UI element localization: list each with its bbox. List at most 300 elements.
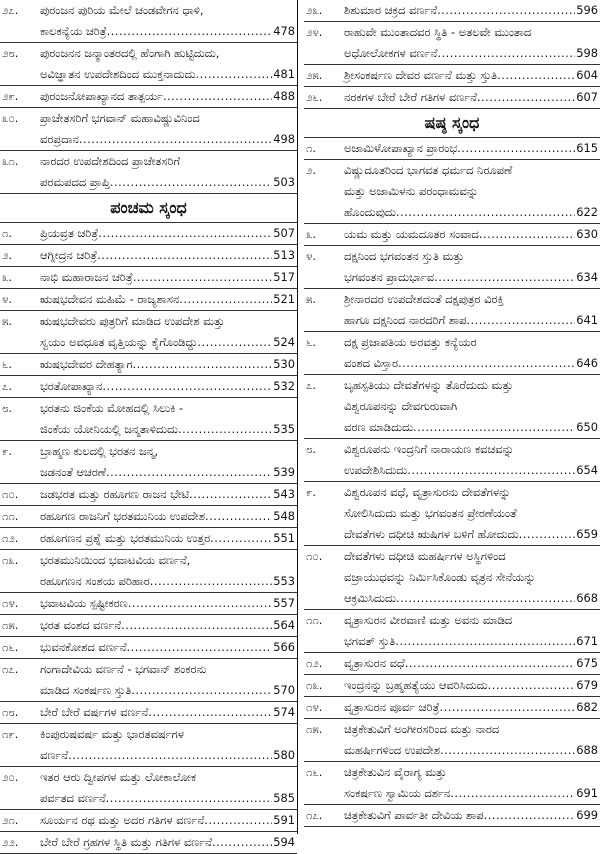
right-top-entries	[304, 0, 600, 109]
page-number: 503	[273, 175, 295, 189]
chapter-title: ವಿಷ್ಣುದೂತರಿಂದ ಭಾಗವತ ಧರ್ಮದ ನಿರೂಪಣೆ	[344, 163, 513, 177]
toc-entry	[0, 767, 297, 810]
chapter-number: ೬.	[306, 335, 316, 349]
toc-entry	[0, 398, 297, 441]
page-number: 524	[273, 335, 295, 349]
dot-leader	[106, 462, 272, 483]
page-number: 596	[576, 3, 598, 17]
toc-line	[306, 138, 598, 159]
section-title-shashtha: ಷಷ್ಠ ಸ್ಕಂಧ	[304, 109, 600, 138]
chapter-title: ವರ್ಣನೆ	[40, 748, 69, 762]
page-number: 507	[273, 226, 295, 240]
chapter-title: ಸಂಕರ್ಷಣ ಸ್ವಾಮಿಯ ದರ್ಶನ	[344, 786, 451, 800]
chapter-number: ೫.	[306, 292, 316, 306]
toc-line	[2, 354, 295, 375]
toc-line	[2, 484, 295, 505]
dot-leader	[205, 506, 272, 527]
chapter-title: ಗಂಗಾದೇವಿಯ ವರ್ಣನೆ - ಭಗವಾನ್ ಶಂಕರನು	[40, 662, 207, 676]
chapter-number: ೧೩.	[306, 678, 323, 692]
dot-leader	[439, 697, 575, 718]
page-number: 517	[273, 270, 295, 284]
chapter-title: ಭವಾಟವಿಯ ಸ್ಪಷ್ಟೀಕರಣ	[40, 596, 128, 610]
toc-line	[2, 419, 295, 440]
chapter-number-spacer	[306, 524, 344, 545]
toc-line	[2, 86, 295, 107]
chapter-number: ೨.	[306, 163, 316, 177]
page-number: 478	[273, 24, 295, 38]
toc-line	[2, 659, 295, 680]
chapter-number: ೧೪.	[2, 596, 19, 610]
toc-line	[306, 160, 598, 181]
chapter-number: ೨೧.	[2, 813, 19, 827]
chapter-number-spacer	[306, 43, 344, 64]
chapter-number: ೧೦.	[306, 549, 323, 563]
chapter-title: ಬೇರೆ ಬೇರೆ ಗ್ರಹಗಳ ಸ್ಥಿತಿ ಮತ್ತು ಗತಿಗಳ ವರ್ಣನೆ	[40, 835, 212, 849]
page-number: 607	[576, 90, 598, 104]
chapter-title: ವಿಶ್ವರೂಪನು ಇಂದ್ರನಿಗೆ ನಾರಾಯಣ ಕವಚವನ್ನು	[344, 442, 515, 456]
chapter-number: ೨೩.	[306, 3, 323, 17]
toc-line	[306, 588, 598, 609]
toc-line	[306, 246, 598, 267]
chapter-number: ೧.	[2, 226, 12, 240]
toc-line	[2, 680, 295, 701]
page-number: 553	[273, 574, 295, 588]
toc-line	[2, 108, 295, 129]
page-number: 585	[273, 791, 295, 805]
dot-leader	[68, 745, 272, 766]
toc-line	[2, 289, 295, 310]
chapter-title: ದೇವತೆಗಳು ದಧೀಚಿ ಮಹರ್ಷಿಗಳ ಅಸ್ಥಿಗಳಿಂದ	[344, 549, 506, 563]
chapter-title: ಸ್ವಯಂ ಅವಧೂತ ವೃತ್ತಿಯನ್ನು ಕೈಗೊಂಡಿದ್ದು	[40, 335, 198, 349]
chapter-number: ೧೫.	[2, 618, 19, 632]
toc-line	[2, 745, 295, 766]
chapter-number: ೧೮.	[2, 705, 19, 719]
page-number: 671	[576, 634, 598, 648]
toc-entry	[0, 832, 297, 854]
toc-entry	[304, 653, 600, 675]
page-number: 646	[576, 356, 598, 370]
chapter-number: ೧೬.	[306, 765, 323, 779]
chapter-title: ವರಪ್ರದಾನ	[40, 132, 79, 146]
dot-leader	[106, 788, 273, 809]
toc-line	[306, 43, 598, 64]
toc-entry	[0, 0, 297, 43]
chapter-title: ಭಗವತ್ ಸ್ತುತಿ	[344, 634, 396, 648]
chapter-number: ೨೭.	[2, 3, 19, 17]
toc-line	[306, 805, 598, 826]
toc-entry	[0, 86, 297, 108]
toc-entry	[304, 0, 600, 22]
chapter-number: ೨.	[2, 248, 12, 262]
toc-line	[2, 571, 295, 592]
dot-leader	[395, 631, 575, 652]
page-number: 513	[273, 248, 295, 262]
chapter-title: ವೃತ್ರಾಸುರನ ಪೂರ್ವ ಚರಿತ್ರೆ	[344, 700, 440, 714]
page-number: 539	[273, 465, 295, 479]
page-number: 532	[273, 379, 295, 393]
dot-leader	[97, 245, 272, 266]
toc-entry	[0, 223, 297, 245]
dot-leader	[197, 332, 272, 353]
chapter-title: ಜಡಭರತ ಮತ್ತು ರಹೂಗಣ ರಾಜನ ಭೇಟಿ	[40, 487, 190, 501]
chapter-number-spacer	[306, 267, 344, 288]
chapter-title: ಅವಿಜ್ಞಾತನ ಉಪದೇಶದಿಂದ ಮುಕ್ತನಾದುದು	[40, 67, 196, 81]
toc-entry	[0, 637, 297, 659]
chapter-title: ಆಕ್ರಮಿಸಿದುದು	[344, 591, 397, 605]
toc-entry	[304, 439, 600, 482]
toc-entry	[304, 246, 600, 289]
toc-entry	[304, 546, 600, 610]
toc-line	[306, 310, 598, 331]
chapter-title: ಶ್ರೀನಾರದರ ಉಪದೇಶದಂತೆ ದಕ್ಷಪುತ್ರರ ವಿರಕ್ತಿ	[344, 292, 504, 306]
chapter-number: ೨೫.	[306, 68, 323, 82]
dot-leader	[497, 65, 575, 86]
dot-leader	[204, 810, 272, 831]
page-number: 650	[576, 420, 598, 434]
chapter-title: ಸೂರ್ಯನ ರಥ ಮತ್ತು ಅದರ ಗತಿಗಳ ವರ್ಣನೆ	[40, 813, 205, 827]
chapter-number-spacer	[306, 503, 344, 524]
toc-entry	[304, 224, 600, 246]
page-number: 591	[273, 813, 295, 827]
dot-leader	[457, 138, 575, 159]
chapter-title: ಜಡನಂತೆ ಆಚರಣೆ	[40, 465, 107, 479]
chapter-number: ೧೧.	[306, 613, 323, 627]
page-number: 641	[576, 313, 598, 327]
toc-line	[306, 375, 598, 396]
chapter-number: ೧೫.	[306, 722, 323, 736]
dot-leader	[132, 354, 272, 375]
chapter-number-spacer	[2, 419, 40, 440]
toc-entry	[304, 65, 600, 87]
chapter-title: ಮಹರ್ಷಿಗಳಿಂದ ಉಪದೇಶ	[344, 743, 440, 757]
toc-line	[2, 615, 295, 636]
toc-line	[2, 0, 295, 21]
chapter-number: ೫.	[2, 314, 12, 328]
page-number: 668	[576, 591, 598, 605]
toc-entry	[304, 160, 600, 224]
toc-line	[2, 398, 295, 419]
dot-leader	[437, 0, 575, 21]
dot-leader	[477, 87, 575, 108]
toc-entry	[304, 332, 600, 375]
toc-entry	[0, 245, 297, 267]
dot-leader	[189, 484, 272, 505]
chapter-number: ೯.	[2, 444, 12, 458]
chapter-title: ಪ್ರಿಯವ್ರತ ಚರಿತ್ರೆ	[40, 226, 99, 240]
toc-line	[2, 245, 295, 266]
toc-entry	[304, 87, 600, 109]
chapter-number-spacer	[2, 64, 40, 85]
dot-leader	[178, 419, 272, 440]
toc-entry	[304, 805, 600, 827]
dot-leader	[479, 224, 575, 245]
chapter-number-spacer	[306, 567, 344, 588]
toc-line	[306, 719, 598, 740]
chapter-title: ಯಮ ಮತ್ತು ಯಮದೂತರ ಸಂವಾದ	[344, 227, 479, 241]
page-number: 530	[273, 357, 295, 371]
dot-leader	[150, 571, 272, 592]
dot-leader	[133, 267, 272, 288]
chapter-number: ೮.	[306, 442, 316, 456]
chapter-number-spacer	[306, 181, 344, 202]
dot-leader	[107, 21, 273, 42]
chapter-number-spacer	[306, 631, 344, 652]
section-title-panchama: ಪಂಚಮ ಸ್ಕಂಧ	[0, 194, 297, 223]
dot-leader	[126, 637, 272, 658]
chapter-number: ೧೩.	[2, 553, 19, 567]
chapter-number: ೪.	[2, 292, 12, 306]
toc-entry	[304, 482, 600, 546]
toc-entry	[304, 610, 600, 653]
toc-line	[306, 417, 598, 438]
toc-line	[2, 702, 295, 723]
chapter-title: ಇಂದ್ರನನ್ನು ಬ್ರಹ್ಮಹತ್ಯೆಯು ಆವರಿಸಿದುದು	[344, 678, 488, 692]
chapter-title: ವಿಶ್ವರೂಪನ ವಧೆ, ವೃತ್ರಾಸುರನು ದೇವತೆಗಳನ್ನು	[344, 485, 511, 499]
chapter-title: ವಜ್ರಾಯುಧವನ್ನು ನಿರ್ಮಿಸಿಕೊಂಡು ವೃತ್ರನ ಸೇನೆಯನ್ನು	[344, 570, 536, 584]
toc-entry	[304, 138, 600, 160]
toc-line	[306, 503, 598, 524]
chapter-number: ೧೧.	[2, 509, 19, 523]
chapter-number-spacer	[2, 129, 40, 150]
page-number: 570	[273, 683, 295, 697]
toc-line	[2, 129, 295, 150]
toc-line	[306, 740, 598, 761]
chapter-title: ವಂಶದ ವಿಸ್ತಾರ	[344, 356, 398, 370]
page-number: 615	[576, 141, 598, 155]
dot-leader	[163, 86, 272, 107]
chapter-title: ದಕ್ಷನಿಂದ ಭಗವಂತನ ಸ್ತುತಿ ಮತ್ತು	[344, 249, 464, 263]
toc-entry	[0, 550, 297, 593]
toc-entry	[0, 810, 297, 832]
toc-entry	[0, 151, 297, 194]
toc-entry	[0, 659, 297, 702]
chapter-title: ಉಪದೇಶಿಸಿದುದು	[344, 463, 408, 477]
chapter-number: ೧೨.	[306, 656, 323, 670]
toc-entry	[304, 675, 600, 697]
chapter-title: ರಹೂಗಣನ ಪ್ರಶ್ನೆ ಮತ್ತು ಭರತಮುನಿಯ ಉತ್ತರ	[40, 531, 211, 545]
toc-entry	[304, 719, 600, 762]
chapter-title: ವಿಶ್ವರೂಪನನ್ನು ದೇವಗುರುವಾಗಿ	[344, 399, 458, 413]
toc-line	[306, 524, 598, 545]
chapter-title: ಭರತನು ಜಿಂಕೆಯ ಮೋಹದಲ್ಲಿ ಸಿಲುಕಿ -	[40, 401, 184, 415]
toc-line	[2, 593, 295, 614]
page-number: 481	[273, 67, 295, 81]
chapter-title: ಭಗವಂತನ ಪ್ರಾದುರ್ಭಾವ	[344, 270, 435, 284]
page-number: 699	[576, 808, 598, 822]
toc-line	[2, 172, 295, 193]
toc-line	[2, 550, 295, 571]
chapter-number-spacer	[2, 745, 40, 766]
chapter-title: ಭುವನಕೋಶದ ವರ್ಣನೆ	[40, 640, 127, 654]
chapter-title: ಋಷಭದೇವನ ಮಹಿಮೆ - ರಾಜ್ಯಶಾಸನ	[40, 292, 180, 306]
toc-line	[2, 64, 295, 85]
toc-line	[2, 637, 295, 658]
chapter-number-spacer	[306, 396, 344, 417]
toc-entry	[304, 289, 600, 332]
toc-entry	[0, 593, 297, 615]
chapter-number: ೩೦.	[2, 111, 19, 125]
dot-leader	[131, 680, 272, 701]
page-number: 691	[576, 786, 598, 800]
toc-line	[2, 724, 295, 745]
toc-line	[2, 376, 295, 397]
dot-leader	[484, 805, 576, 826]
dot-leader	[79, 129, 272, 150]
dot-leader	[212, 832, 272, 853]
toc-line	[306, 675, 598, 696]
toc-line	[306, 762, 598, 783]
chapter-title: ನಾಭಿ ಮಹಾರಾಜನ ಚರಿತ್ರೆ	[40, 270, 133, 284]
chapter-title: ಭರತಮುನಿಯಿಂದ ಭವಾಟವಿಯ ವರ್ಣನೆ,	[40, 553, 191, 567]
chapter-number-spacer	[306, 353, 344, 374]
chapter-number: ೨೨.	[2, 835, 19, 849]
chapter-title: ಋಷಭದೇವರು ಪುತ್ರರಿಗೆ ಮಾಡಿದ ಉಪದೇಶ ಮತ್ತು	[40, 314, 225, 328]
toc-line	[2, 810, 295, 831]
dot-leader	[210, 528, 272, 549]
chapter-number-spacer	[2, 788, 40, 809]
toc-entry	[304, 22, 600, 65]
toc-entry	[0, 615, 297, 637]
page-number: 598	[576, 46, 598, 60]
toc-line	[306, 224, 598, 245]
toc-line	[306, 87, 598, 108]
chapter-number-spacer	[306, 783, 344, 804]
chapter-title: ಅಧೋಲೋಕಗಳ ವರ್ಣನೆ	[344, 46, 438, 60]
dot-leader	[396, 588, 575, 609]
toc-line	[306, 439, 598, 460]
dot-leader	[128, 593, 273, 614]
chapter-number: ೧೬.	[2, 640, 19, 654]
toc-line	[306, 631, 598, 652]
page-number: 566	[273, 640, 295, 654]
dot-leader	[196, 64, 273, 85]
dot-leader	[179, 289, 272, 310]
dot-leader	[396, 202, 575, 223]
chapter-title: ಶಿಶುಮಾರ ಚಕ್ರದ ವರ್ಣನೆ	[344, 3, 438, 17]
chapter-number-spacer	[2, 571, 40, 592]
page-number: 488	[273, 89, 295, 103]
chapter-title: ವೃತ್ರಾಸುರನ ವೀರವಾಣಿ ಮತ್ತು ಅವನು ಮಾಡಿದ	[344, 613, 513, 627]
chapter-title: ಶ್ರೀಸಂಕರ್ಷಣ ದೇವರ ವರ್ಣನೆ ಮತ್ತು ಸ್ತುತಿ	[344, 68, 498, 82]
toc-line	[2, 832, 295, 853]
chapter-number-spacer	[306, 740, 344, 761]
toc-line	[306, 610, 598, 631]
chapter-number-spacer	[2, 462, 40, 483]
toc-entry	[0, 528, 297, 550]
chapter-title: ಪುರಂಜನ ಪುರಿಯ ಮೇಲೆ ಚಂಡವೇಗನ ಧಾಳಿ,	[40, 3, 204, 17]
chapter-title: ಬೇರೆ ಬೇರೆ ವರ್ಷಗಳ ವರ್ಣನೆ	[40, 705, 149, 719]
chapter-number-spacer	[2, 680, 40, 701]
toc-entry	[0, 43, 297, 86]
chapter-number-spacer	[306, 310, 344, 331]
dot-leader	[398, 353, 575, 374]
toc-line	[2, 528, 295, 549]
page-number: 622	[576, 205, 598, 219]
toc-line	[2, 462, 295, 483]
toc-entry	[0, 289, 297, 311]
chapter-number: ೪.	[306, 249, 316, 263]
dot-leader	[148, 702, 272, 723]
chapter-title: ಕಿಂಪುರುಷವರ್ಷ ಮತ್ತು ಭಾರತವರ್ಷಗಳ	[40, 727, 184, 741]
page-number: 543	[273, 487, 295, 501]
chapter-number: ೨೪.	[306, 25, 323, 39]
chapter-title: ಹೊಂದುವುದು	[344, 205, 396, 219]
toc-line	[306, 567, 598, 588]
dot-leader	[413, 417, 575, 438]
toc-line	[306, 546, 598, 567]
dot-leader	[437, 43, 575, 64]
dot-leader	[110, 172, 272, 193]
page-number: 521	[273, 292, 295, 306]
toc-line	[306, 22, 598, 43]
dot-leader	[466, 310, 575, 331]
toc-line	[306, 65, 598, 86]
toc-line	[306, 353, 598, 374]
dot-leader	[98, 223, 272, 244]
dot-leader	[434, 267, 575, 288]
chapter-number-spacer	[306, 417, 344, 438]
toc-line	[2, 767, 295, 788]
page-number: 498	[273, 132, 295, 146]
toc-line	[306, 0, 598, 21]
chapter-title: ಅಜಾಮಿಳೋಪಾಖ್ಯಾನ ಪ್ರಾರಂಭ	[344, 141, 458, 155]
dot-leader	[102, 376, 272, 397]
toc-line	[2, 151, 295, 172]
chapter-number-spacer	[2, 172, 40, 193]
chapter-title: ಹಾಗೂ ದಕ್ಷನಿಂದ ನಾರದರಿಗೆ ಶಾಪ	[344, 313, 467, 327]
toc-entry	[0, 376, 297, 398]
chapter-number: ೮.	[2, 401, 12, 415]
toc-line	[306, 202, 598, 223]
chapter-number: ೭.	[306, 378, 316, 392]
chapter-number: ೩.	[306, 227, 316, 241]
toc-entry	[0, 506, 297, 528]
toc-line	[2, 43, 295, 64]
chapter-title: ವೃತ್ರಾಸುರನ ವಧೆ	[344, 656, 405, 670]
toc-line	[306, 697, 598, 718]
page-number: 659	[576, 527, 598, 541]
chapter-number: ೧೭.	[2, 662, 19, 676]
toc-entry	[0, 724, 297, 767]
page-number: 630	[576, 227, 598, 241]
chapter-title: ರಹೂಗಣನ ಸಂಶಯ ಪರಿಹಾರ	[40, 574, 150, 588]
left-top-entries	[0, 0, 297, 194]
toc-line	[2, 506, 295, 527]
chapter-title: ಇತರ ಆರು ದ್ವೀಪಗಳ ಮತ್ತು ಲೋಕಾಲೋಕ	[40, 770, 196, 784]
toc-entry	[0, 441, 297, 484]
right-section-entries	[304, 138, 600, 827]
chapter-title: ಮಾಡಿದ ಸಂಕರ್ಷಣ ಸ್ತುತಿ	[40, 683, 132, 697]
chapter-number: ೩.	[2, 270, 12, 284]
toc-line	[306, 267, 598, 288]
toc-line	[2, 223, 295, 244]
chapter-title: ನಾರದರ ಉಪದೇಶದಿಂದ ಪ್ರಾಚೇತಸರಿಗೆ	[40, 154, 181, 168]
chapter-number: ೨೯.	[2, 89, 19, 103]
chapter-title: ಚಿತ್ರಕೇತುವಿನ ವೈರಾಗ್ಯ ಮತ್ತು	[344, 765, 447, 779]
chapter-number: ೨೦.	[2, 770, 19, 784]
toc-line	[2, 267, 295, 288]
dot-leader	[450, 783, 575, 804]
toc-entry	[0, 702, 297, 724]
page-number: 564	[273, 618, 295, 632]
chapter-number-spacer	[306, 588, 344, 609]
chapter-title: ಪರ್ವತದ ವರ್ಣನೆ	[40, 791, 106, 805]
chapter-title: ನರಕಗಳ ಬೇರೆ ಬೇರೆ ಗತಿಗಳ ವರ್ಣನೆ	[344, 90, 477, 104]
chapter-title: ರಹೂಗಣ ರಾಜನಿಗೆ ಭರತಮುನಿಯ ಉಪದೇಶ	[40, 509, 205, 523]
toc-line	[306, 460, 598, 481]
toc-line	[306, 396, 598, 417]
chapter-title: ಪರಮಪದದ ಪ್ರಾಪ್ತಿ	[40, 175, 110, 189]
